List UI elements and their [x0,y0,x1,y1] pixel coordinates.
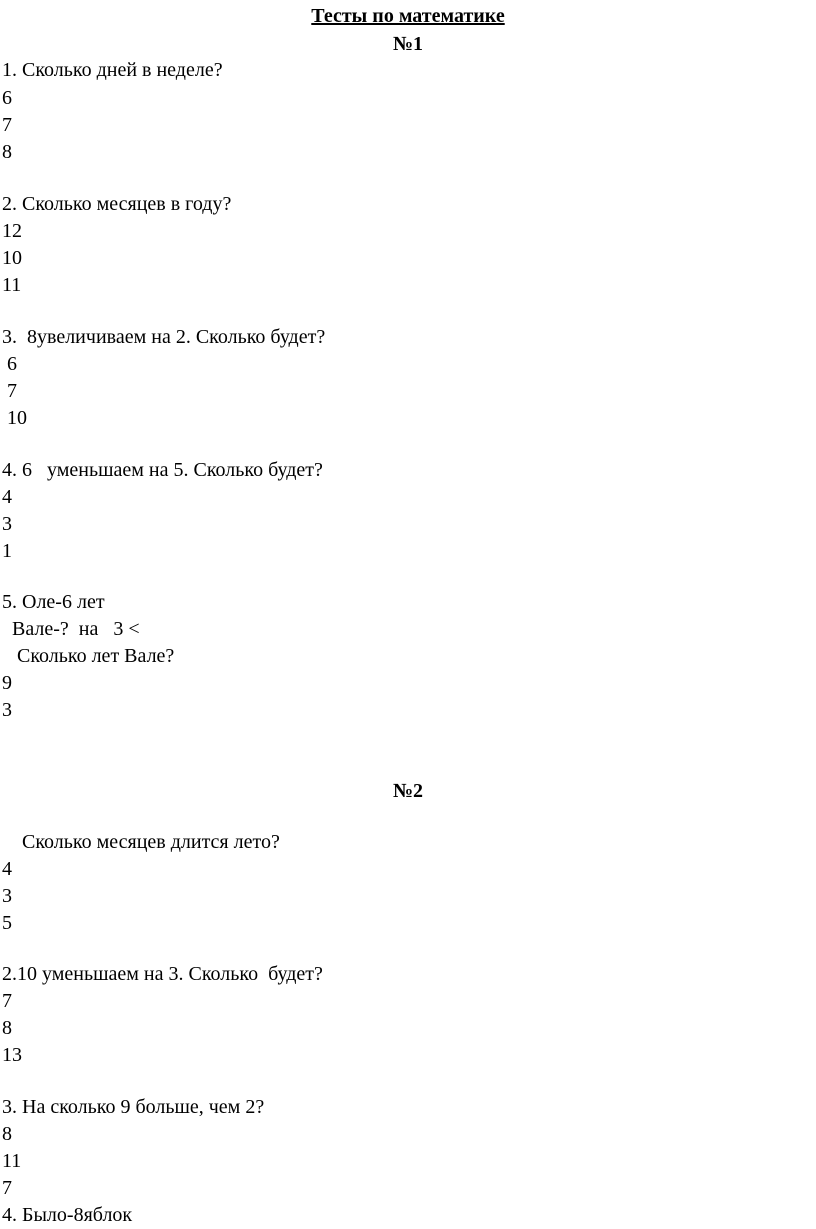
question-1: Сколько месяцев длится лето? [2,831,280,853]
answer-option: 3 [2,885,12,907]
answer-option: 12 [2,220,22,242]
answer-option: 4 [2,858,12,880]
test2-heading: №2 [392,780,424,802]
document-title: Тесты по математике [311,5,505,27]
answer-option: 3 [2,699,12,721]
question-2: 2.10 уменьшаем на 3. Сколько будет? [2,963,323,985]
answer-option: 1 [2,540,12,562]
question-2: 2. Сколько месяцев в году? [2,193,232,215]
question-5-line: Сколько лет Вале? [2,645,175,667]
answer-option: 7 [2,990,12,1012]
answer-option: 8 [2,1017,12,1039]
answer-option: 10 [2,407,27,429]
answer-option: 9 [2,672,12,694]
answer-option: 8 [2,1123,12,1145]
question-1: 1. Сколько дней в неделе? [2,59,223,81]
test1-heading: №1 [392,33,424,55]
answer-option: 6 [2,87,12,109]
answer-option: 8 [2,141,12,163]
answer-option: 10 [2,247,22,269]
answer-option: 6 [2,353,17,375]
answer-option: 11 [2,1150,22,1172]
question-4: 4. Было-8яблок [2,1204,133,1226]
question-4: 4. 6 уменьшаем на 5. Сколько будет? [2,459,323,481]
question-3: 3. На сколько 9 больше, чем 2? [2,1096,265,1118]
answer-option: 5 [2,912,12,934]
answer-option: 13 [2,1044,22,1066]
question-5-line: Вале-? на 3 < [2,618,140,640]
answer-option: 7 [2,114,12,136]
question-3: 3. 8увеличиваем на 2. Сколько будет? [2,326,326,348]
question-5: 5. Оле-6 лет [2,591,105,613]
answer-option: 4 [2,486,12,508]
answer-option: 3 [2,513,12,535]
answer-option: 11 [2,274,22,296]
answer-option: 7 [2,380,17,402]
answer-option: 7 [2,1177,12,1199]
